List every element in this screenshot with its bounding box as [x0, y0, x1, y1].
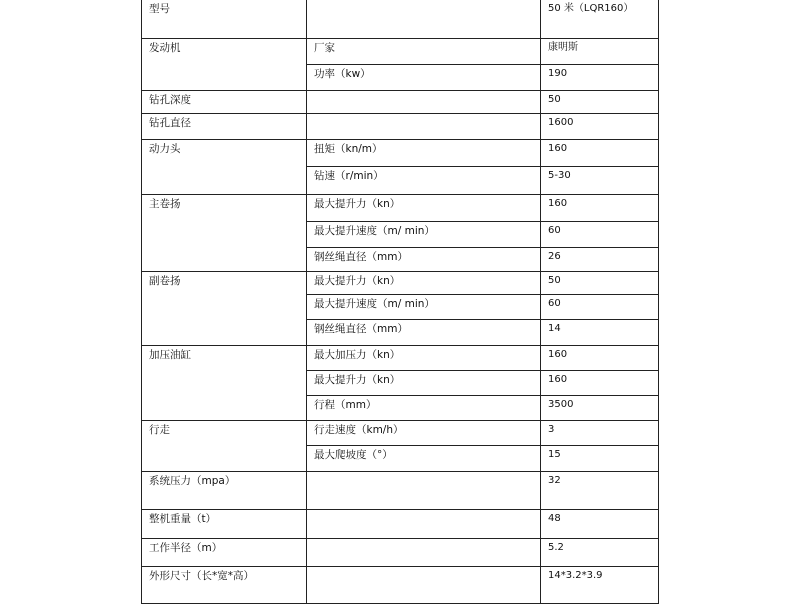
table-row: [142, 139, 659, 166]
row-sub: [307, 0, 541, 38]
row-label: 外形尺寸（长*宽*高）: [142, 566, 307, 603]
table-row: [142, 90, 659, 113]
row-value: 160: [541, 345, 659, 370]
row-sub: 最大提升力（kn）: [307, 271, 541, 294]
row-label: 工作半径（m）: [142, 538, 307, 566]
table-row: [142, 194, 659, 221]
row-value: 14*3.2*3.9: [541, 566, 659, 603]
row-label: 钻孔直径: [142, 113, 307, 139]
row-value: 50: [541, 90, 659, 113]
row-label: 加压油缸: [142, 345, 307, 420]
row-value: 50 米（LQR160）: [541, 0, 659, 38]
row-label: 动力头: [142, 139, 307, 194]
row-label: 副卷扬: [142, 271, 307, 345]
table-row: [142, 38, 659, 64]
row-value: 1600: [541, 113, 659, 139]
row-sub: [307, 113, 541, 139]
table-row: [142, 509, 659, 538]
row-value: 26: [541, 247, 659, 271]
row-value: 3500: [541, 395, 659, 420]
row-sub: [307, 90, 541, 113]
row-sub: [307, 538, 541, 566]
row-sub: [307, 566, 541, 603]
row-sub: 功率（kw）: [307, 64, 541, 90]
row-label: 钻孔深度: [142, 90, 307, 113]
row-sub: 最大提升速度（m/ min）: [307, 294, 541, 319]
row-value: 190: [541, 64, 659, 90]
row-sub: 最大提升力（kn）: [307, 370, 541, 395]
row-sub: 最大爬坡度（°）: [307, 445, 541, 471]
table-row: [142, 345, 659, 370]
row-value: 14: [541, 319, 659, 345]
row-value: 5-30: [541, 166, 659, 194]
row-value: 160: [541, 139, 659, 166]
row-label: 系统压力（mpa）: [142, 471, 307, 509]
row-value: 60: [541, 221, 659, 247]
table-row: [142, 113, 659, 139]
table-row: [142, 471, 659, 509]
row-sub: 行走速度（km/h）: [307, 420, 541, 445]
row-sub: 最大加压力（kn）: [307, 345, 541, 370]
row-sub: 行程（mm）: [307, 395, 541, 420]
row-label: 行走: [142, 420, 307, 471]
row-sub: 钢丝绳直径（mm）: [307, 319, 541, 345]
table-row: [142, 0, 659, 38]
row-label: 整机重量（t）: [142, 509, 307, 538]
row-sub: 扭矩（kn/m）: [307, 139, 541, 166]
row-value: 3: [541, 420, 659, 445]
row-value: 5.2: [541, 538, 659, 566]
table-row: [142, 538, 659, 566]
row-value: 48: [541, 509, 659, 538]
table-row: [142, 271, 659, 294]
row-label: 发动机: [142, 38, 307, 90]
table-row: [142, 566, 659, 603]
row-value: 32: [541, 471, 659, 509]
row-sub: 最大提升速度（m/ min）: [307, 221, 541, 247]
row-sub: [307, 509, 541, 538]
row-value: 160: [541, 370, 659, 395]
row-sub: 钢丝绳直径（mm）: [307, 247, 541, 271]
row-value: 50: [541, 271, 659, 294]
row-label: 主卷扬: [142, 194, 307, 271]
row-value: 60: [541, 294, 659, 319]
row-label: 型号: [142, 0, 307, 38]
row-sub: 最大提升力（kn）: [307, 194, 541, 221]
row-value: 康明斯: [541, 38, 659, 64]
row-sub: 厂家: [307, 38, 541, 64]
row-sub: [307, 471, 541, 509]
row-value: 15: [541, 445, 659, 471]
spec-table: [141, 0, 659, 604]
row-value: 160: [541, 194, 659, 221]
table-row: [142, 420, 659, 445]
row-sub: 钻速（r/min）: [307, 166, 541, 194]
